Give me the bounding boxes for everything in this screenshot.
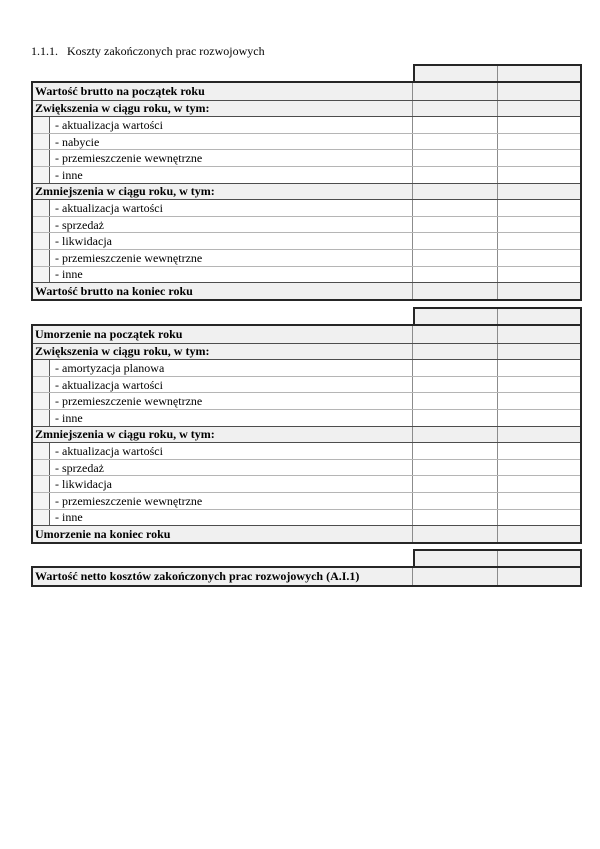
value-cell: [413, 476, 498, 492]
gross-value-table: [31, 81, 582, 301]
table-row: [33, 266, 580, 283]
table-section-amortization: [31, 307, 582, 544]
value-cell: [498, 250, 580, 266]
value-cell: [413, 393, 498, 409]
value-cell: [413, 267, 498, 283]
table-row: [33, 442, 580, 459]
section-number: 1.1.1.: [31, 44, 58, 58]
row-label: - przemieszczenie wewnętrzne: [50, 250, 413, 266]
value-cell: [413, 410, 498, 426]
value-cell: [498, 460, 580, 476]
table-row: [33, 359, 580, 376]
value-cell: [413, 283, 498, 299]
value-cell: [413, 101, 498, 117]
table-row: [33, 343, 580, 360]
value-cell: [498, 117, 580, 133]
table-row: [33, 149, 580, 166]
value-cell: [498, 344, 580, 360]
row-label: - inne: [50, 510, 413, 526]
row-label: Wartość brutto na początek roku: [33, 83, 413, 100]
table-row: [33, 133, 580, 150]
value-cell: [498, 184, 580, 200]
indent-cell: [33, 393, 50, 409]
value-cell: [498, 427, 580, 443]
row-label: Umorzenie na początek roku: [33, 326, 413, 343]
row-label: Zwiększenia w ciągu roku, w tym:: [33, 344, 413, 360]
amortization-table: [31, 324, 582, 544]
value-cell: [413, 568, 498, 585]
indent-cell: [33, 460, 50, 476]
indent-cell: [33, 233, 50, 249]
year-header-cell: [498, 66, 580, 81]
value-cell: [413, 427, 498, 443]
indent-cell: [33, 200, 50, 216]
row-label: - aktualizacja wartości: [50, 117, 413, 133]
table-row: [33, 100, 580, 117]
value-cell: [498, 167, 580, 183]
table-section-net-value: [31, 549, 582, 587]
value-cell: [498, 526, 580, 542]
table-row: [33, 282, 580, 299]
row-label: - aktualizacja wartości: [50, 443, 413, 459]
value-cell: [498, 393, 580, 409]
value-cell: [413, 360, 498, 376]
row-label: - przemieszczenie wewnętrzne: [50, 150, 413, 166]
table-row: [33, 525, 580, 542]
table-row: [33, 199, 580, 216]
value-cell: [413, 83, 498, 100]
table-row: [33, 326, 580, 343]
row-label: Wartość netto kosztów zakończonych prac rozwojowych (A.I.1): [33, 568, 413, 585]
indent-cell: [33, 267, 50, 283]
value-cell: [498, 493, 580, 509]
value-cell: [498, 101, 580, 117]
value-cell: [498, 443, 580, 459]
value-cell: [413, 377, 498, 393]
row-label: - likwidacja: [50, 233, 413, 249]
year-header-cell: [415, 309, 498, 324]
row-label: - inne: [50, 410, 413, 426]
table-row: [33, 492, 580, 509]
year-columns-header: [413, 307, 582, 324]
value-cell: [498, 326, 580, 343]
table-row: [33, 166, 580, 183]
value-cell: [413, 344, 498, 360]
section-title: Koszty zakończonych prac rozwojowych: [67, 44, 265, 58]
table-row: [33, 83, 580, 100]
table-row: [33, 426, 580, 443]
indent-cell: [33, 493, 50, 509]
year-header-cell: [498, 309, 580, 324]
table-row: [33, 509, 580, 526]
value-cell: [413, 443, 498, 459]
section-heading: [31, 44, 265, 59]
indent-cell: [33, 250, 50, 266]
value-cell: [413, 200, 498, 216]
value-cell: [413, 460, 498, 476]
year-header-cell: [415, 66, 498, 81]
row-label: - przemieszczenie wewnętrzne: [50, 393, 413, 409]
table-row: [33, 116, 580, 133]
value-cell: [413, 326, 498, 343]
value-cell: [413, 150, 498, 166]
value-cell: [413, 510, 498, 526]
row-label: Zwiększenia w ciągu roku, w tym:: [33, 101, 413, 117]
table-row: [33, 216, 580, 233]
table-row: [33, 376, 580, 393]
value-cell: [498, 150, 580, 166]
indent-cell: [33, 443, 50, 459]
row-label: Wartość brutto na koniec roku: [33, 283, 413, 299]
value-cell: [498, 200, 580, 216]
value-cell: [413, 233, 498, 249]
year-columns-header: [413, 64, 582, 81]
row-label: Zmniejszenia w ciągu roku, w tym:: [33, 427, 413, 443]
value-cell: [498, 476, 580, 492]
value-cell: [413, 134, 498, 150]
value-cell: [498, 510, 580, 526]
value-cell: [498, 134, 580, 150]
row-label: - amortyzacja planowa: [50, 360, 413, 376]
value-cell: [498, 377, 580, 393]
value-cell: [498, 267, 580, 283]
value-cell: [413, 493, 498, 509]
indent-cell: [33, 167, 50, 183]
indent-cell: [33, 117, 50, 133]
value-cell: [498, 360, 580, 376]
year-header-cell: [498, 551, 580, 566]
net-value-table: [31, 566, 582, 587]
value-cell: [413, 526, 498, 542]
value-cell: [413, 250, 498, 266]
indent-cell: [33, 510, 50, 526]
table-section-gross-value: [31, 64, 582, 301]
table-row: [33, 232, 580, 249]
row-label: - likwidacja: [50, 476, 413, 492]
row-label: Umorzenie na koniec roku: [33, 526, 413, 542]
table-row: [33, 183, 580, 200]
value-cell: [413, 184, 498, 200]
indent-cell: [33, 217, 50, 233]
indent-cell: [33, 377, 50, 393]
value-cell: [498, 410, 580, 426]
indent-cell: [33, 360, 50, 376]
table-row: [33, 249, 580, 266]
row-label: Zmniejszenia w ciągu roku, w tym:: [33, 184, 413, 200]
row-label: - sprzedaż: [50, 217, 413, 233]
table-row: [33, 409, 580, 426]
value-cell: [413, 217, 498, 233]
table-row: [33, 475, 580, 492]
value-cell: [413, 117, 498, 133]
year-header-cell: [415, 551, 498, 566]
value-cell: [498, 233, 580, 249]
row-label: - aktualizacja wartości: [50, 200, 413, 216]
indent-cell: [33, 150, 50, 166]
value-cell: [413, 167, 498, 183]
value-cell: [498, 217, 580, 233]
year-columns-header: [413, 549, 582, 566]
value-cell: [498, 83, 580, 100]
value-cell: [498, 283, 580, 299]
row-label: - sprzedaż: [50, 460, 413, 476]
table-row: [33, 392, 580, 409]
table-row: [33, 568, 580, 585]
row-label: - przemieszczenie wewnętrzne: [50, 493, 413, 509]
indent-cell: [33, 410, 50, 426]
row-label: - inne: [50, 167, 413, 183]
row-label: - nabycie: [50, 134, 413, 150]
value-cell: [498, 568, 580, 585]
indent-cell: [33, 476, 50, 492]
indent-cell: [33, 134, 50, 150]
row-label: - inne: [50, 267, 413, 283]
row-label: - aktualizacja wartości: [50, 377, 413, 393]
table-row: [33, 459, 580, 476]
